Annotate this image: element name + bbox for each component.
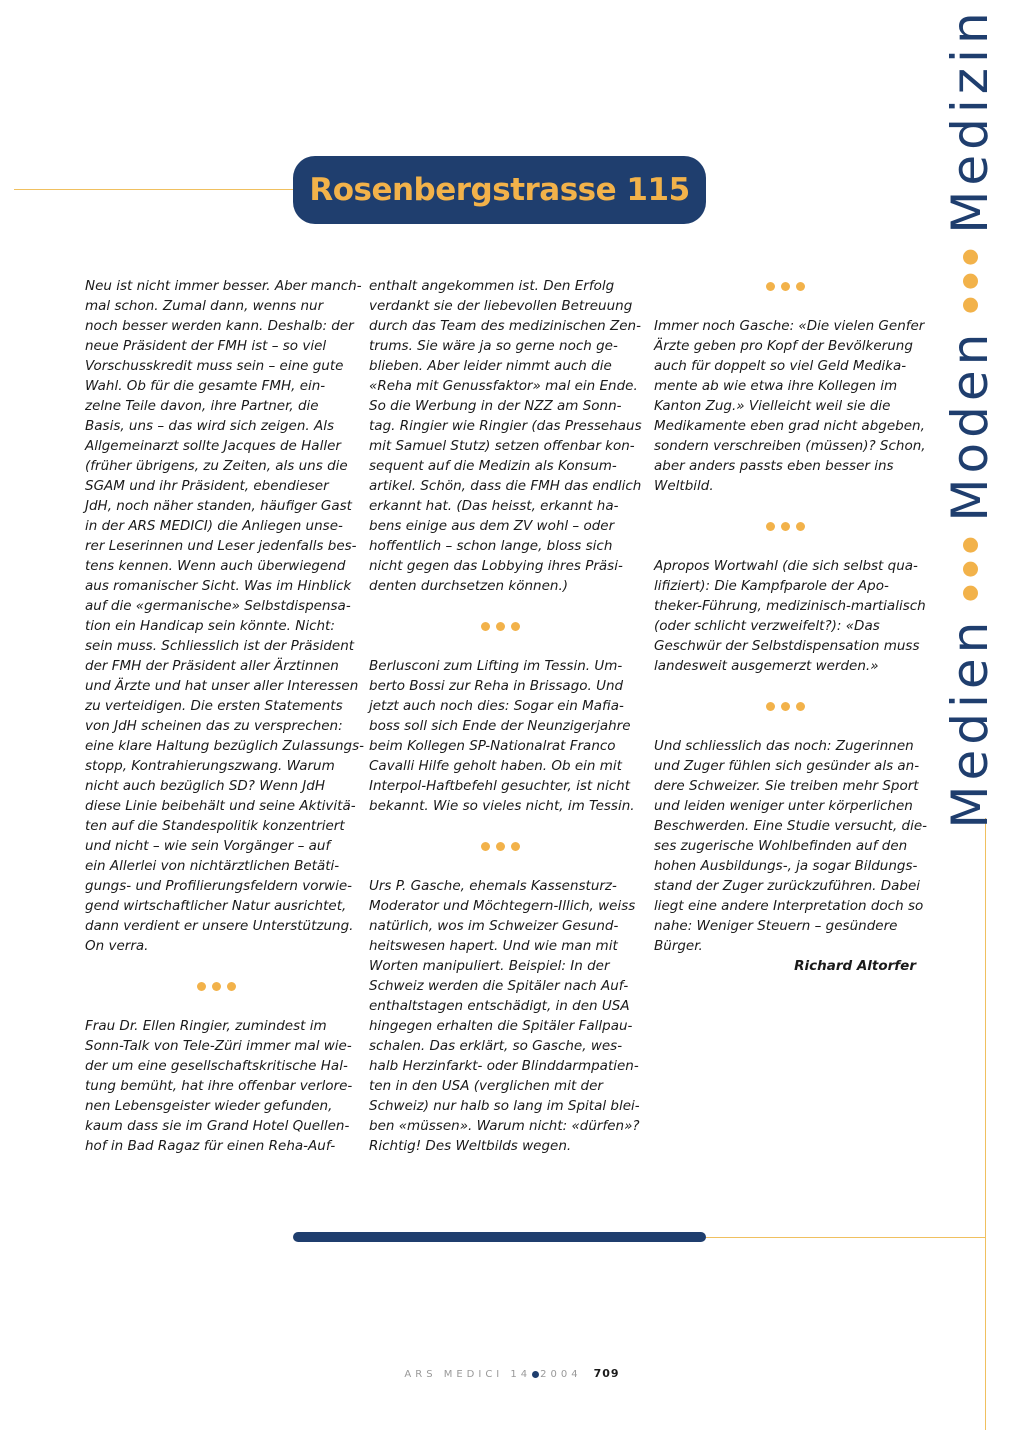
rubric-word-moden: Moden — [941, 328, 999, 522]
dot-icon — [796, 702, 805, 711]
text-line: «Reha mit Genussfaktor» mal ein Ende. — [369, 378, 638, 394]
text-line: sequent auf die Medizin als Konsum- — [369, 458, 617, 474]
text-line: und nicht – wie sein Vorgänger – auf — [85, 838, 331, 854]
text-line: Apropos Wortwahl (die sich selbst qua- — [654, 558, 918, 574]
dot-icon — [481, 622, 490, 631]
margin-rule-right — [985, 818, 986, 1430]
paragraph — [654, 736, 928, 956]
dot-icon — [197, 982, 206, 991]
text-line: noch besser werden kann. Deshalb: der — [85, 318, 354, 334]
text-line: beim Kollegen SP-Nationalrat Franco — [369, 738, 616, 754]
text-line: diese Linie beibehält und seine Aktivitä- — [85, 798, 356, 814]
text-line: Beschwerden. Eine Studie versucht, die- — [654, 818, 928, 834]
text-line: tens kennen. Wenn auch überwiegend — [85, 558, 346, 574]
page-title: Rosenbergstrasse 115 — [309, 172, 690, 208]
rubric-dots — [963, 538, 978, 601]
text-line: schalen. Das erklärt, so Gasche, wes- — [369, 1038, 623, 1054]
text-line: halb Herzinfarkt- oder Blinddarmpatien- — [369, 1058, 639, 1074]
title-banner — [293, 156, 706, 224]
text-line: verdankt sie der liebevollen Betreuung — [369, 298, 633, 314]
text-line: natürlich, wos im Schweizer Gesund- — [369, 918, 619, 934]
text-line: kaum dass sie im Grand Hotel Quellen- — [85, 1118, 350, 1134]
dot-icon — [511, 622, 520, 631]
text-line: in der ARS MEDICI) die Anliegen unse- — [85, 518, 343, 534]
text-line: ten in den USA (verglichen mit der — [369, 1078, 603, 1094]
text-line: hof in Bad Ragaz für einen Reha-Auf- — [85, 1138, 336, 1154]
text-line: tung bemüht, hat ihre offenbar verlore- — [85, 1078, 353, 1094]
text-line: SGAM und ihr Präsident, ebendieser — [85, 478, 329, 494]
text-line: enthalt angekommen ist. Den Erfolg — [369, 278, 615, 294]
text-line: Vorschusskredit muss sein – eine gute — [85, 358, 344, 374]
text-line: Richtig! Des Weltbilds wegen. — [369, 1138, 572, 1154]
dot-icon — [496, 622, 505, 631]
page-number: 709 — [593, 1367, 620, 1380]
text-line: ein Allerlei von nichtärztlichen Betäti- — [85, 858, 340, 874]
text-line: jetzt auch noch dies: Sogar ein Mafia- — [369, 698, 624, 714]
text-line: heitswesen hapert. Und wie man mit — [369, 938, 618, 954]
text-line: bens einige aus dem ZV wohl – oder — [369, 518, 615, 534]
text-line: Ärzte geben pro Kopf der Bevölkerung — [654, 338, 913, 354]
text-line: sondern verschreiben (müssen)? Schon, — [654, 438, 926, 454]
text-line: der FMH der Präsident aller Ärztinnen — [85, 658, 339, 674]
rubric-word-medien: Medien — [941, 616, 999, 829]
text-line: (früher übrigens, zu Zeiten, als uns die — [85, 458, 348, 474]
text-line: stopp, Kontrahierungszwang. Warum — [85, 758, 335, 774]
text-line: dann verdient er unsere Unterstützung. — [85, 918, 354, 934]
text-line: trums. Sie wäre ja so gerne noch ge- — [369, 338, 618, 354]
dot-icon — [796, 522, 805, 531]
text-line: landesweit ausgemerzt werden.» — [654, 658, 879, 674]
article-column-2 — [369, 276, 642, 1156]
text-line: Interpol-Haftbefehl gesuchter, ist nicht — [369, 778, 631, 794]
text-line: Frau Dr. Ellen Ringier, zumindest im — [85, 1018, 327, 1034]
text-line: So die Werbung in der NZZ am Sonn- — [369, 398, 622, 414]
dot-icon — [766, 702, 775, 711]
dot-icon — [796, 282, 805, 291]
text-line: auf die «germanische» Selbstdispensa- — [85, 598, 351, 614]
text-line: Worten manipuliert. Beispiel: In der — [369, 958, 610, 974]
dot-icon — [511, 842, 520, 851]
article-column-1 — [85, 276, 364, 1156]
section-separator-dots — [654, 276, 916, 296]
author-name: Richard Altorfer — [794, 958, 916, 974]
text-line: nen Lebensgeister wieder gefunden, — [85, 1098, 333, 1114]
text-line: lifiziert): Die Kampfparole der Apo- — [654, 578, 889, 594]
rubric-vertical — [941, 7, 999, 829]
text-line: Geschwür der Selbstdispensation muss — [654, 638, 920, 654]
text-line: Urs P. Gasche, ehemals Kassensturz- — [369, 878, 617, 894]
dot-icon — [481, 842, 490, 851]
paragraph — [369, 276, 642, 596]
text-line: gend wirtschaftlicher Natur ausrichtet, — [85, 898, 347, 914]
text-line: nahe: Weniger Steuern – gesündere — [654, 918, 898, 934]
text-line: aus romanischer Sicht. Was im Hinblick — [85, 578, 352, 594]
text-line: und Zuger fühlen sich gesünder als an- — [654, 758, 920, 774]
text-line: Allgemeinarzt sollte Jacques de Haller — [85, 438, 341, 454]
text-line: berto Bossi zur Reha in Brissago. Und — [369, 678, 624, 694]
text-line: Sonn-Talk von Tele-Züri immer mal wie- — [85, 1038, 352, 1054]
paragraph — [654, 316, 926, 496]
text-line: mal schon. Zumal dann, wenns nur — [85, 298, 324, 314]
text-line: ten auf die Standespolitik konzentriert — [85, 818, 345, 834]
paragraph — [85, 1016, 353, 1156]
rubric-row — [941, 7, 999, 828]
text-line: tion ein Handicap sein könnte. Nicht: — [85, 618, 335, 634]
text-line: zu verteidigen. Die ersten Statements — [85, 698, 343, 714]
text-line: JdH, noch näher standen, häufiger Gast — [85, 498, 352, 514]
text-line: denten durchsetzen können.) — [369, 578, 569, 594]
text-line: Schweiz werden die Spitäler nach Auf- — [369, 978, 629, 994]
text-line: boss soll sich Ende der Neunzigerjahre — [369, 718, 631, 734]
paragraph — [369, 656, 635, 816]
text-line: mit Samuel Stutz) setzen offenbar kon- — [369, 438, 635, 454]
section-separator-dots — [369, 616, 631, 636]
page-footer — [0, 1367, 1024, 1380]
title-rule-left — [14, 189, 296, 190]
section-separator-dots — [654, 516, 916, 536]
text-line: nicht auch bezüglich SD? Wenn JdH — [85, 778, 326, 794]
text-line: nicht gegen das Lobbying ihres Präsi- — [369, 558, 623, 574]
bottom-bar — [293, 1232, 706, 1242]
text-line: tag. Ringier wie Ringier (das Pressehaus — [369, 418, 642, 434]
text-line: Neu ist nicht immer besser. Aber manch- — [85, 278, 362, 294]
footer-year: 2004 — [540, 1369, 582, 1380]
text-line: erkannt hat. (Das heisst, erkannt ha- — [369, 498, 619, 514]
dot-icon — [212, 982, 221, 991]
text-line: Schweiz) nur halb so lang im Spital blei- — [369, 1098, 640, 1114]
footer-journal: ARS MEDICI 14 — [404, 1369, 532, 1380]
text-line: On verra. — [85, 938, 149, 954]
text-line: Immer noch Gasche: «Die vielen Genfer — [654, 318, 925, 334]
text-line: Bürger. — [654, 938, 703, 954]
dot-icon — [781, 522, 790, 531]
rubric-word-medizin: Medizin — [941, 7, 999, 234]
article-column-3 — [654, 276, 928, 976]
dot-icon — [766, 522, 775, 531]
dot-icon — [227, 982, 236, 991]
dot-icon — [496, 842, 505, 851]
text-line: Medikamente eben grad nicht abgeben, — [654, 418, 925, 434]
paragraph — [654, 556, 926, 676]
text-line: zelne Teile davon, ihre Partner, die — [85, 398, 319, 414]
text-line: rer Leserinnen und Leser jedenfalls bes- — [85, 538, 357, 554]
text-line: Und schliesslich das noch: Zugerinnen — [654, 738, 914, 754]
text-line: Weltbild. — [654, 478, 714, 494]
text-line: der um eine gesellschaftskritische Hal- — [85, 1058, 348, 1074]
text-line: und Ärzte und hat unser aller Interessen — [85, 678, 359, 694]
bottom-rule-right — [704, 1237, 986, 1238]
paragraph — [85, 276, 364, 956]
text-line: Basis, uns – das wird sich zeigen. Als — [85, 418, 335, 434]
text-line: hoffentlich – schon lange, bloss sich — [369, 538, 613, 554]
dot-icon — [781, 702, 790, 711]
section-separator-dots — [369, 836, 631, 856]
text-line: dere Schweizer. Sie treiben mehr Sport — [654, 778, 919, 794]
text-line: liegt eine andere Interpretation doch so — [654, 898, 924, 914]
text-line: sein muss. Schliesslich ist der Präsident — [85, 638, 355, 654]
text-line: artikel. Schön, dass die FMH das endlich — [369, 478, 642, 494]
text-line: auch für doppelt so viel Geld Medika- — [654, 358, 907, 374]
text-line: ben «müssen». Warum nicht: «dürfen»? — [369, 1118, 640, 1134]
paragraph — [369, 876, 640, 1156]
text-line: und leiden weniger unter körperlichen — [654, 798, 913, 814]
text-line: blieben. Aber leider nimmt auch die — [369, 358, 612, 374]
text-line: aber anders passts eben besser ins — [654, 458, 894, 474]
text-line: ses zugerische Wohlbefinden auf den — [654, 838, 908, 854]
text-line: enthaltstagen entschädigt, in den USA — [369, 998, 630, 1014]
text-line: eine klare Haltung bezüglich Zulassungs- — [85, 738, 364, 754]
text-line: theker-Führung, medizinisch-martialisch — [654, 598, 926, 614]
dot-icon — [781, 282, 790, 291]
section-separator-dots — [654, 696, 916, 716]
text-line: Wahl. Ob für die gesamte FMH, ein- — [85, 378, 326, 394]
text-line: Kanton Zug.» Vielleicht weil sie die — [654, 398, 891, 414]
footer-dot-icon — [532, 1371, 539, 1378]
text-line: neue Präsident der FMH ist – so viel — [85, 338, 327, 354]
section-separator-dots — [85, 976, 347, 996]
text-line: Cavalli Hilfe geholt haben. Ob ein mit — [369, 758, 622, 774]
text-line: stand der Zuger zurückzuführen. Dabei — [654, 878, 921, 894]
text-line: hingegen erhalten die Spitäler Fallpau- — [369, 1018, 633, 1034]
text-line: bekannt. Wie so vieles nicht, im Tessin. — [369, 798, 635, 814]
text-line: durch das Team des medizinischen Zen- — [369, 318, 641, 334]
rubric-dots — [963, 250, 978, 313]
text-line: hohen Ausbildungs-, ja sogar Bildungs- — [654, 858, 918, 874]
text-line: mente ab wie etwa ihre Kollegen im — [654, 378, 898, 394]
text-line: (oder schlicht verzweifelt?): «Das — [654, 618, 880, 634]
text-line: gungs- und Profilierungsfeldern vorwie- — [85, 878, 353, 894]
dot-icon — [766, 282, 775, 291]
text-line: Berlusconi zum Lifting im Tessin. Um- — [369, 658, 623, 674]
text-line: von JdH scheinen das zu versprechen: — [85, 718, 343, 734]
text-line: Moderator und Möchtegern-Illich, weiss — [369, 898, 636, 914]
